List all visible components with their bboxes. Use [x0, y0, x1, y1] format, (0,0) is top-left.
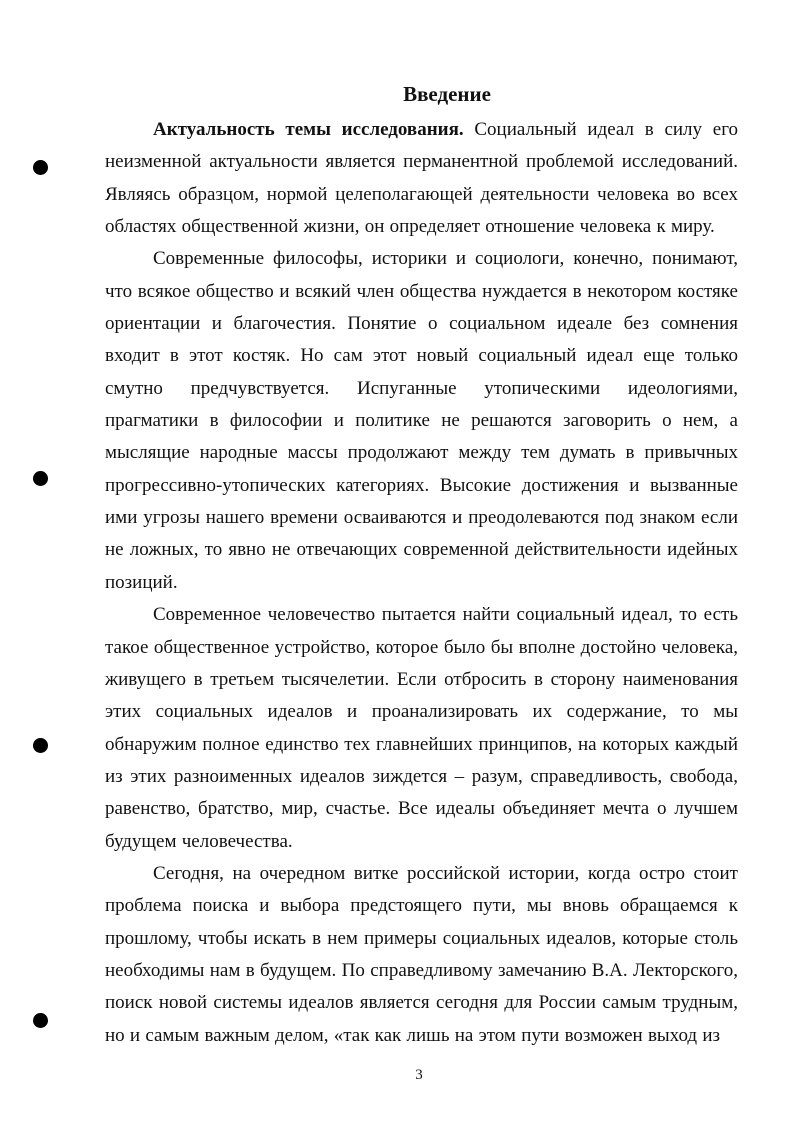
binding-hole-mark	[33, 1013, 48, 1028]
paragraph-russian-history: Сегодня, на очередном витке российской истории, когда остро стоит проблема поиска и выбора предстоящего пути, мы вновь обращаемся к прошлому, чтобы искать в нем примеры социальных идеалов, которые столь необходимы нам в будущем. По справедливому замечанию В.А. Лекторского, поиск новой системы идеалов является сегодня для России самым трудным, но и самым важным делом, «так как лишь на этом пути возможен выход из	[105, 862, 738, 1046]
body-text	[105, 114, 738, 1052]
paragraph-modern-humanity: Современное человечество пытается найти социальный идеал, то есть такое общественное устройство, которое было бы вполне достойно человека, живущего в третьем тысячелетии. Если отбросить в сторону наименования этих социальных идеалов и проанализировать их содержание, то мы обнаружим полное единство тех главнейших принципов, на которых каждый из этих разноименных идеалов зиждется – разум, справедливость, свобода, равенство, братство, мир, счастье. Все идеалы объединяет мечта о лучшем будущем человечества.	[105, 604, 738, 852]
paragraph-text: Социальный идеал в силу его неизменной актуальности является перманентной проблемой исследований. Являясь образцом, нормой целеполагающей деятельности человека во всех областях общественной жизни, он определяет отношение человека к миру.	[105, 119, 739, 238]
paragraph-relevance	[105, 114, 738, 243]
paragraph-philosophers: Современные философы, историки и социологи, конечно, понимают, что всякое общество и всякий член общества нуждается в некотором костяке ориентации и благочестия. Понятие о социальном идеале без сомнения входит в этот костяк. Но сам этот новый социальный идеал еще только смутно предчувствуется. Испуганные утопическими идеологиями, прагматики в философии и политике не решаются заговорить о нем, а мыслящие народные массы продолжают между тем думать в привычных прогрессивно-утопических категориях. Высокие достижения и вызванные ими угрозы нашего времени осваиваются и преодолеваются под знаком если не ложных, то явно не отвечающих современной действительности идейных позиций.	[105, 248, 738, 593]
paragraph-lead-heading: Актуальность темы исследования.	[153, 119, 464, 140]
page-number: 3	[415, 1067, 423, 1083]
section-title: Введение	[403, 82, 491, 106]
binding-hole-mark	[33, 160, 48, 175]
binding-hole-mark	[33, 471, 48, 486]
binding-hole-mark	[33, 738, 48, 753]
